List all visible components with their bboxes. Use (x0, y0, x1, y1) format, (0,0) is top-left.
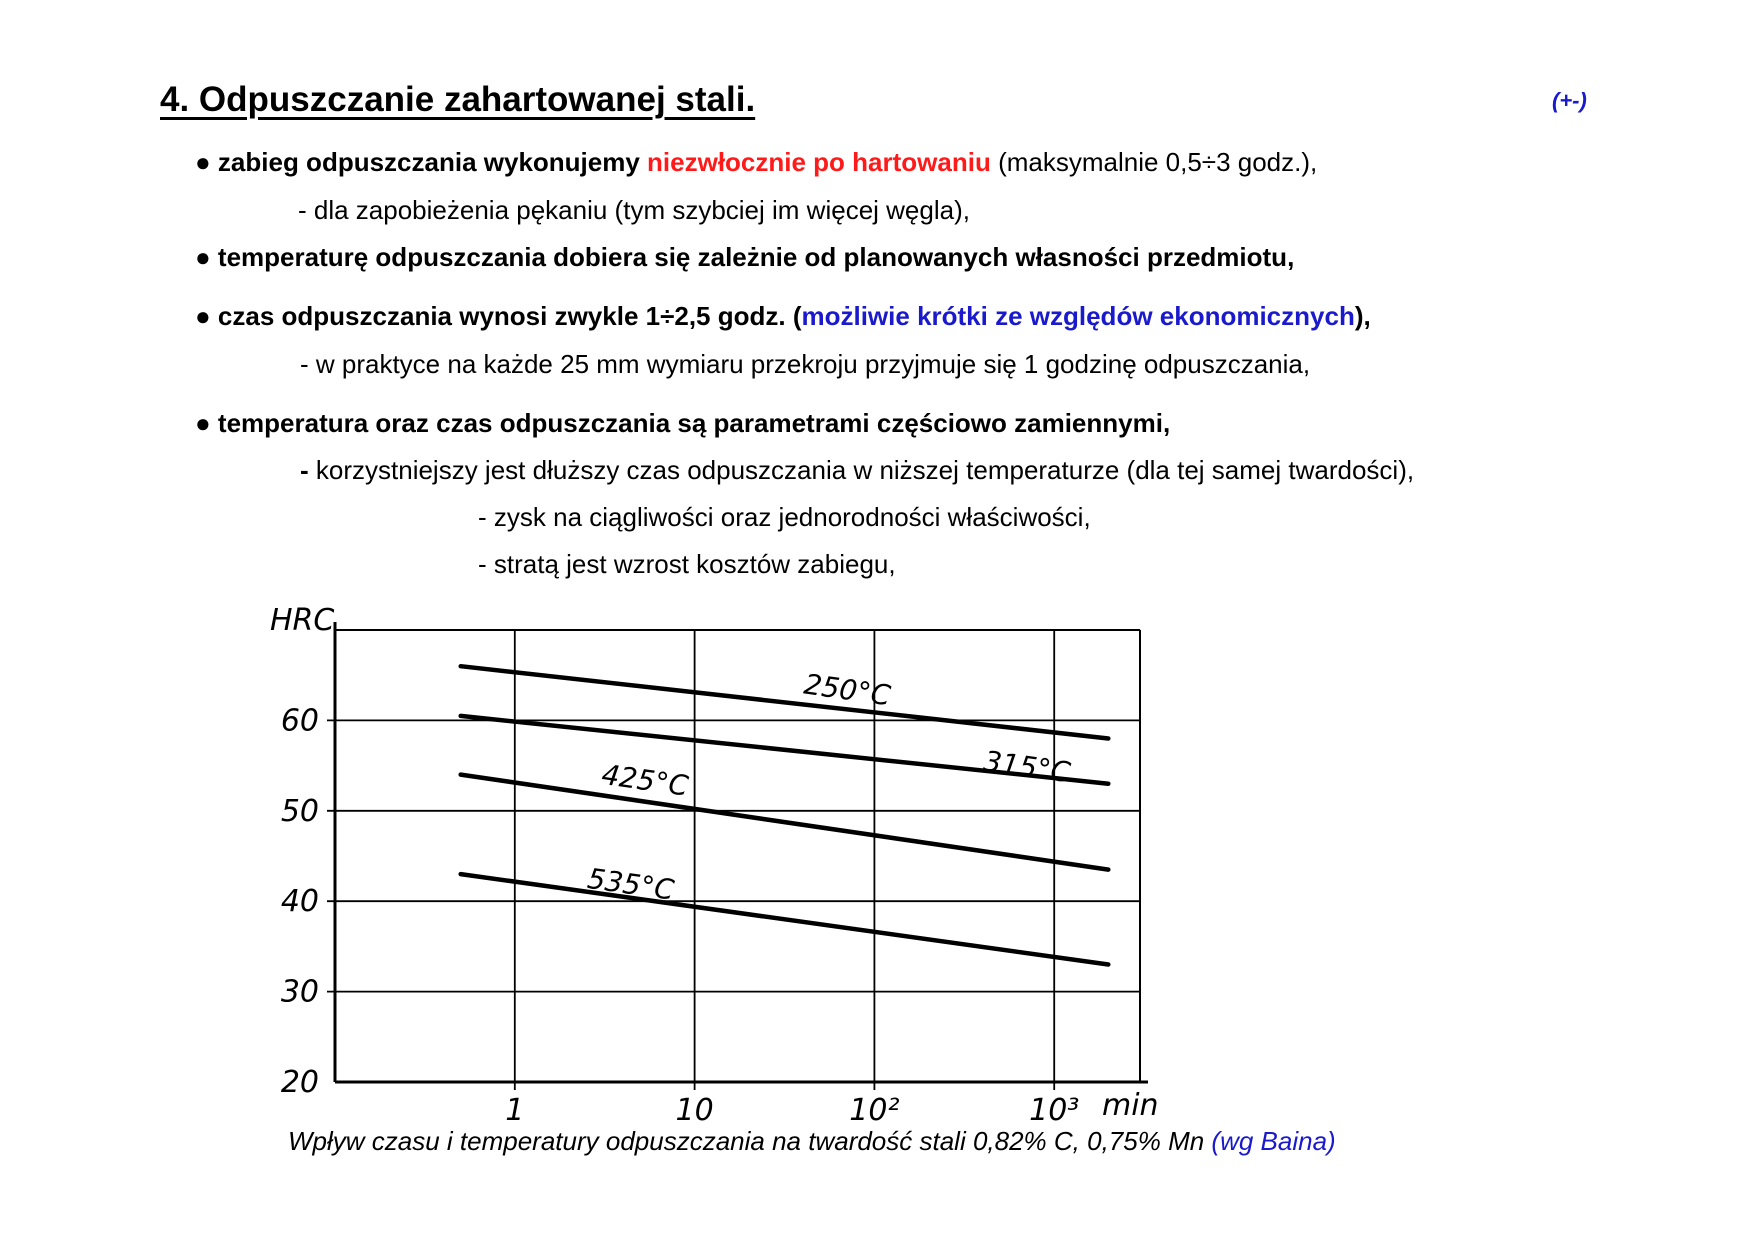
x-tick-label: 10² (849, 1093, 900, 1125)
x-tick-label: 10 (675, 1093, 714, 1125)
bullet-4-sub-1: - zysk na ciągliwości oraz jednorodności właściwości, (478, 502, 1091, 532)
bullet-1 (195, 147, 1317, 178)
y-tick-label: 60 (280, 703, 319, 739)
level-marker: (+-) (1552, 88, 1587, 113)
curve-label: 250°C (801, 667, 893, 713)
y-tick-label: 40 (280, 884, 319, 920)
bullet-4-sub-dash: - (300, 455, 309, 485)
bullet-3 (195, 301, 1371, 332)
curve-label: 535°C (585, 861, 677, 907)
bullet-3-rest: ), (1354, 301, 1371, 331)
x-axis-label: min (1102, 1088, 1159, 1123)
hardness-chart (250, 595, 1170, 1125)
bullet-1-rest: (maksymalnie 0,5÷3 godz.), (990, 147, 1318, 177)
bullet-2: ● temperaturę odpuszczania dobiera się zależnie od planowanych własności przedmiotu, (195, 242, 1295, 272)
bullet-4: ● temperatura oraz czas odpuszczania są parametrami częściowo zamiennymi, (195, 408, 1171, 438)
y-tick-label: 30 (280, 974, 319, 1010)
curve-label: 425°C (599, 757, 691, 803)
x-tick-label: 1 (505, 1093, 525, 1125)
chart-series (461, 666, 1109, 964)
x-tick-label: 10³ (1029, 1093, 1080, 1125)
curve-label: 315°C (981, 744, 1073, 790)
bullet-3-highlight: możliwie krótki ze względów ekonomicznych (801, 301, 1355, 331)
bullet-4-sub (300, 455, 1414, 486)
y-tick-label: 20 (280, 1065, 319, 1100)
series-line (461, 874, 1109, 964)
bullet-4-sub-2: - stratą jest wzrost kosztów zabiegu, (478, 549, 896, 579)
y-axis-label: HRC (270, 603, 335, 638)
caption-text: Wpływ czasu i temperatury odpuszczania na twardość stali 0,82% C, 0,75% Mn (288, 1126, 1212, 1156)
caption-source: (wg Baina) (1211, 1126, 1336, 1156)
bullet-3-text: ● czas odpuszczania wynosi zwykle 1÷2,5 godz. ( (195, 301, 802, 331)
bullet-1-sub: - dla zapobieżenia pękaniu (tym szybciej im więcej węgla), (298, 195, 970, 225)
series-line (461, 775, 1109, 870)
bullet-3-sub: - w praktyce na każde 25 mm wymiaru przekroju przyjmuje się 1 godzinę odpuszczania, (300, 349, 1311, 379)
figure-caption (288, 1126, 1336, 1157)
page-title: 4. Odpuszczanie zahartowanej stali. (160, 80, 756, 119)
bullet-1-highlight: niezwłocznie po hartowaniu (647, 147, 991, 177)
chart-annotations (585, 668, 1072, 907)
bullet-1-text: ● zabieg odpuszczania wykonujemy (195, 147, 648, 177)
bullet-4-sub-text: korzystniejszy jest dłuższy czas odpuszczania w niższej temperaturze (dla tej samej twardości), (308, 455, 1415, 485)
y-tick-label: 50 (280, 793, 319, 829)
